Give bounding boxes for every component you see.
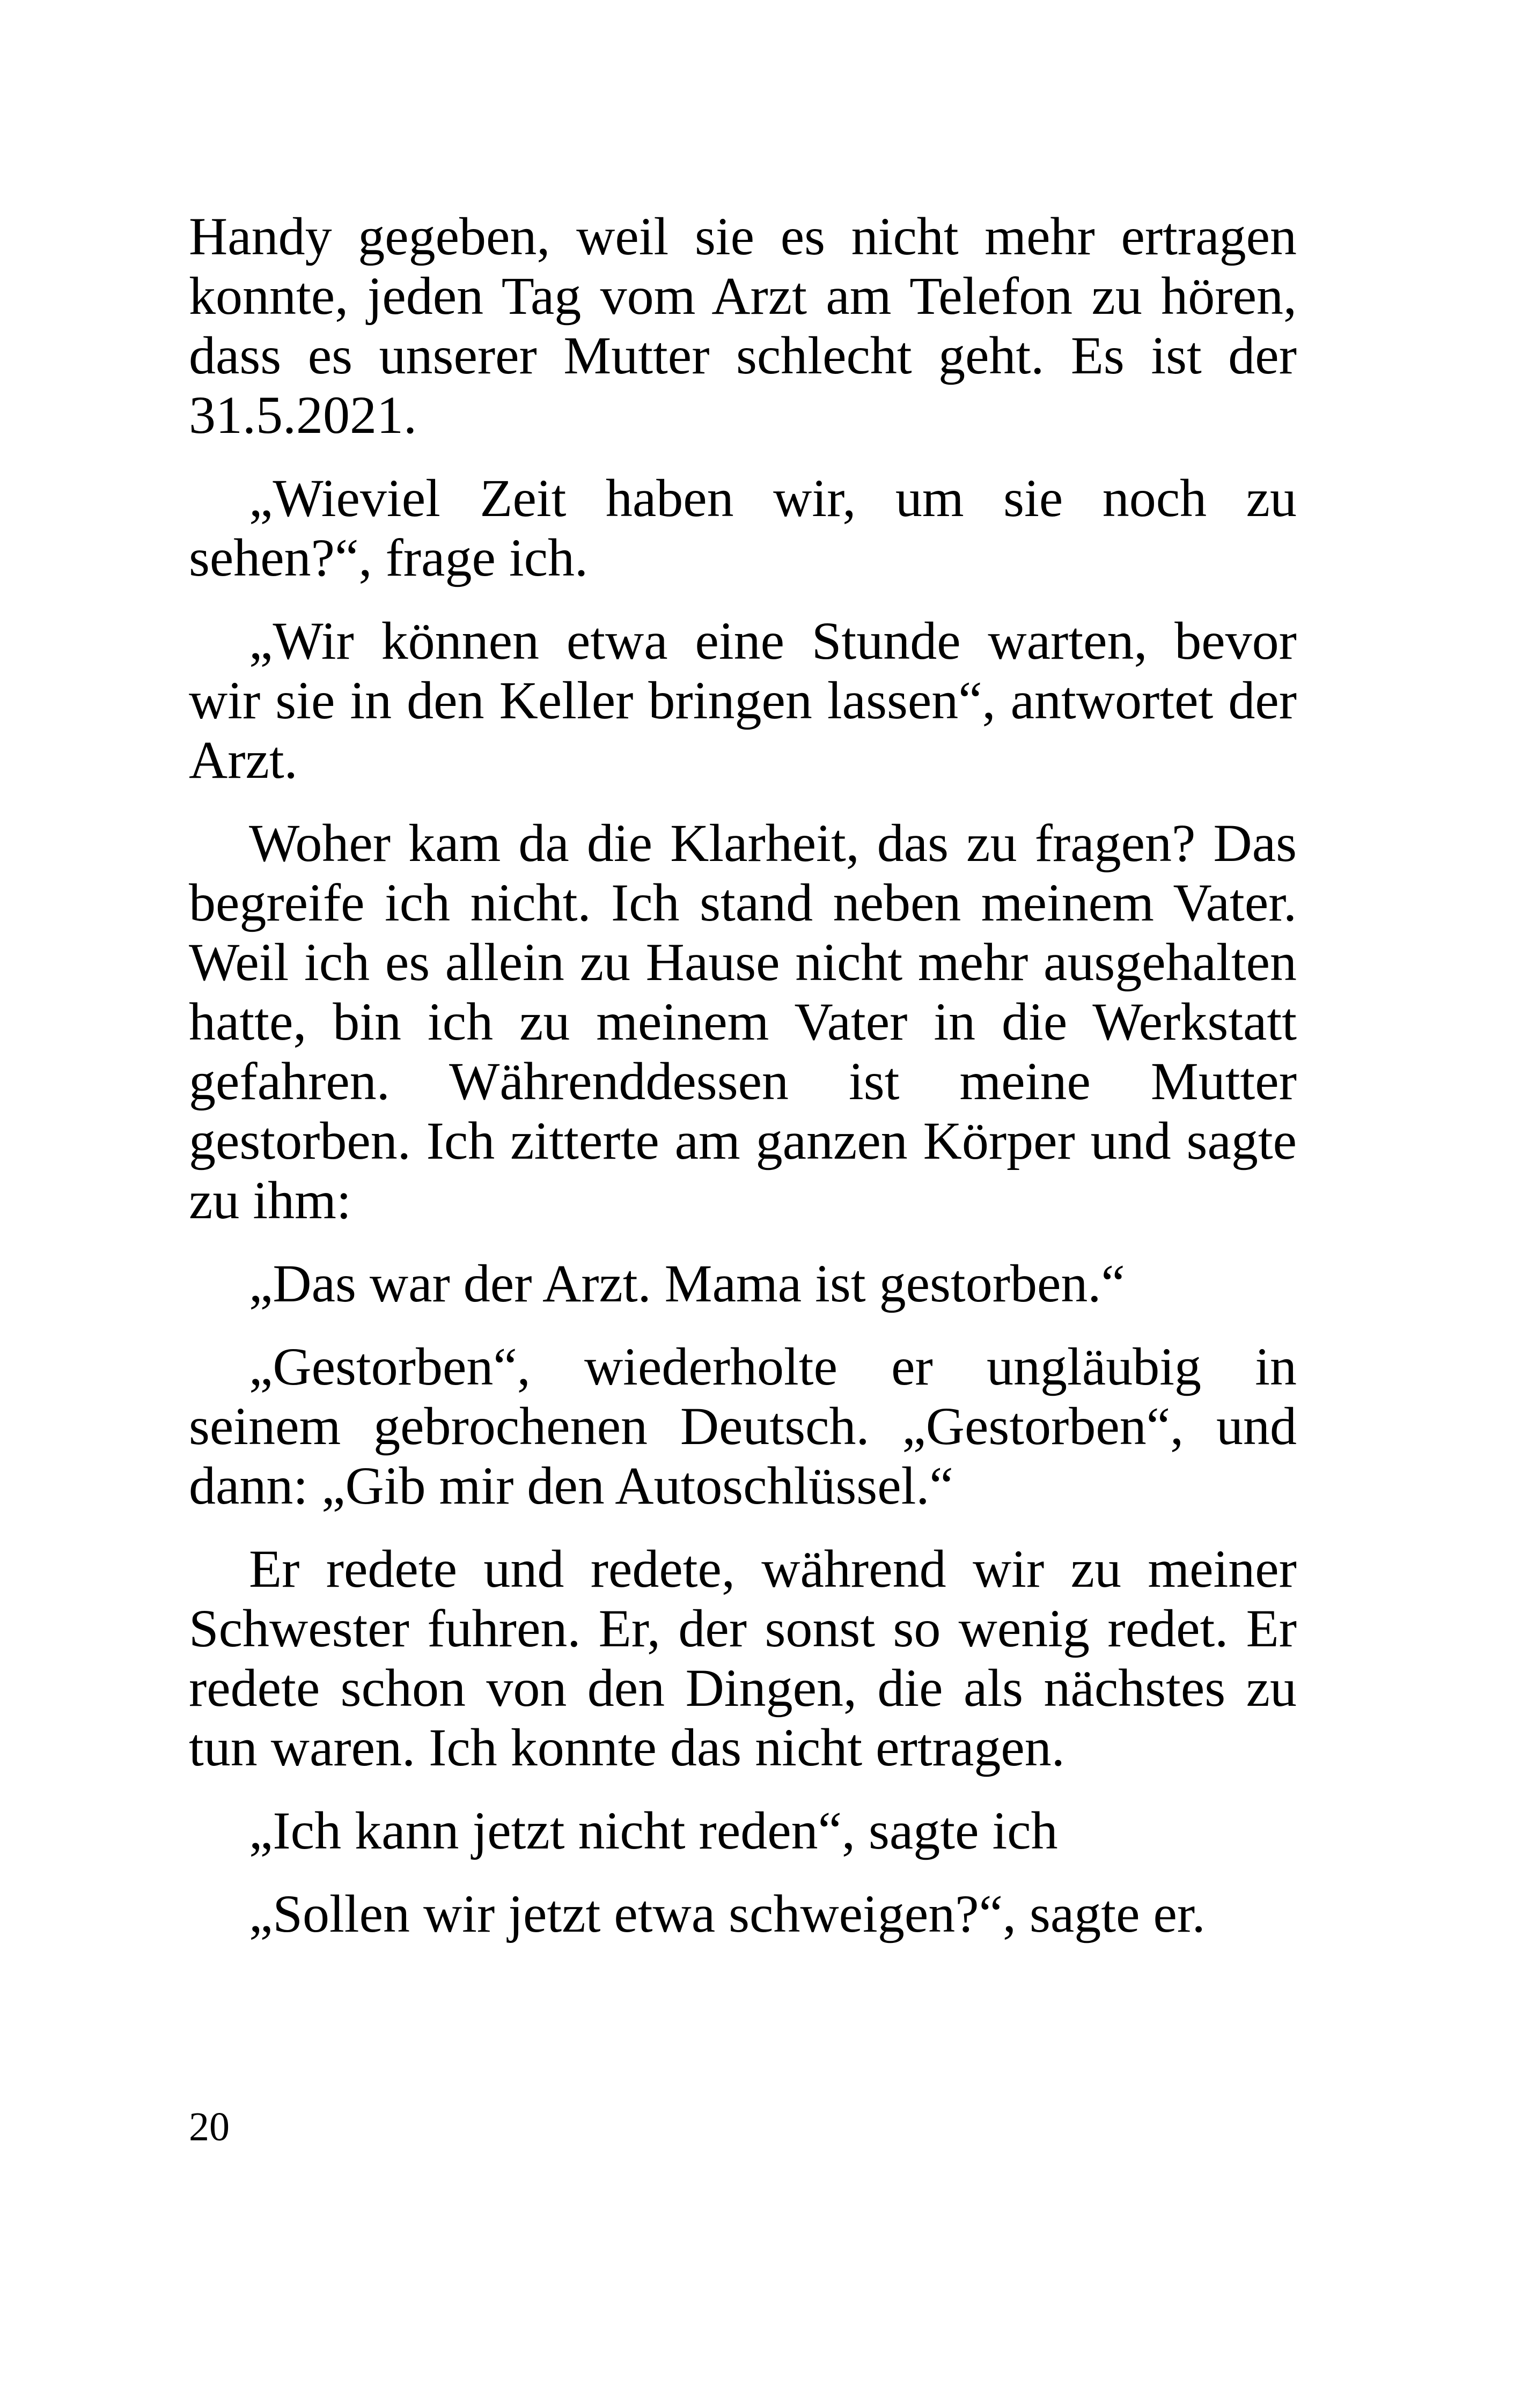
- paragraph-dialogue-reply: „Sollen wir jetzt etwa schweigen?“, sagte er.: [249, 1884, 1206, 1943]
- paragraph-dialogue-speaker: „Ich kann jetzt nicht reden“, sagte ich: [249, 1801, 1058, 1860]
- paragraph-continuation: Handy gegeben, weil sie es nicht mehr ertragen konnte, jeden Tag vom Arzt am Telefon zu hören, dass es unserer Mutter schlecht geht. Es ist der 31.5.2021.: [189, 207, 1297, 445]
- paragraph-dialogue-father: „Gestorben“, wiederholte er ungläubig in seinem gebrochenen Deutsch. „Gestorben“, und dann: „Gib mir den Autoschlüssel.“: [189, 1337, 1297, 1515]
- paragraph-dialogue-doctor: „Das war der Arzt. Mama ist gestorben.“: [249, 1254, 1125, 1313]
- body-text: [189, 207, 1297, 1967]
- paragraph-dialogue-question: „Wieviel Zeit haben wir, um sie noch zu sehen?“, frage ich.: [189, 468, 1297, 587]
- paragraph-narration-drive: Er redete und redete, während wir zu meiner Schwester fuhren. Er, der sonst so wenig redet. Er redete schon von den Dingen, die als nächstes zu tun waren. Ich konnte das nicht ertragen.: [189, 1539, 1297, 1777]
- paragraph-dialogue-answer: „Wir können etwa eine Stunde warten, bevor wir sie in den Keller bringen lassen“, antwortet der Arzt.: [189, 611, 1297, 790]
- paragraph-narration: Woher kam da die Klarheit, das zu fragen? Das begreife ich nicht. Ich stand neben meinem Vater. Weil ich es allein zu Hause nicht mehr ausgehalten hatte, bin ich zu meinem Vater in die Werkstatt gefahren. Währenddessen ist meine Mutter gestorben. Ich zitterte am ganzen Körper und sagte zu ihm:: [189, 813, 1297, 1230]
- page-number: 20: [189, 2104, 230, 2149]
